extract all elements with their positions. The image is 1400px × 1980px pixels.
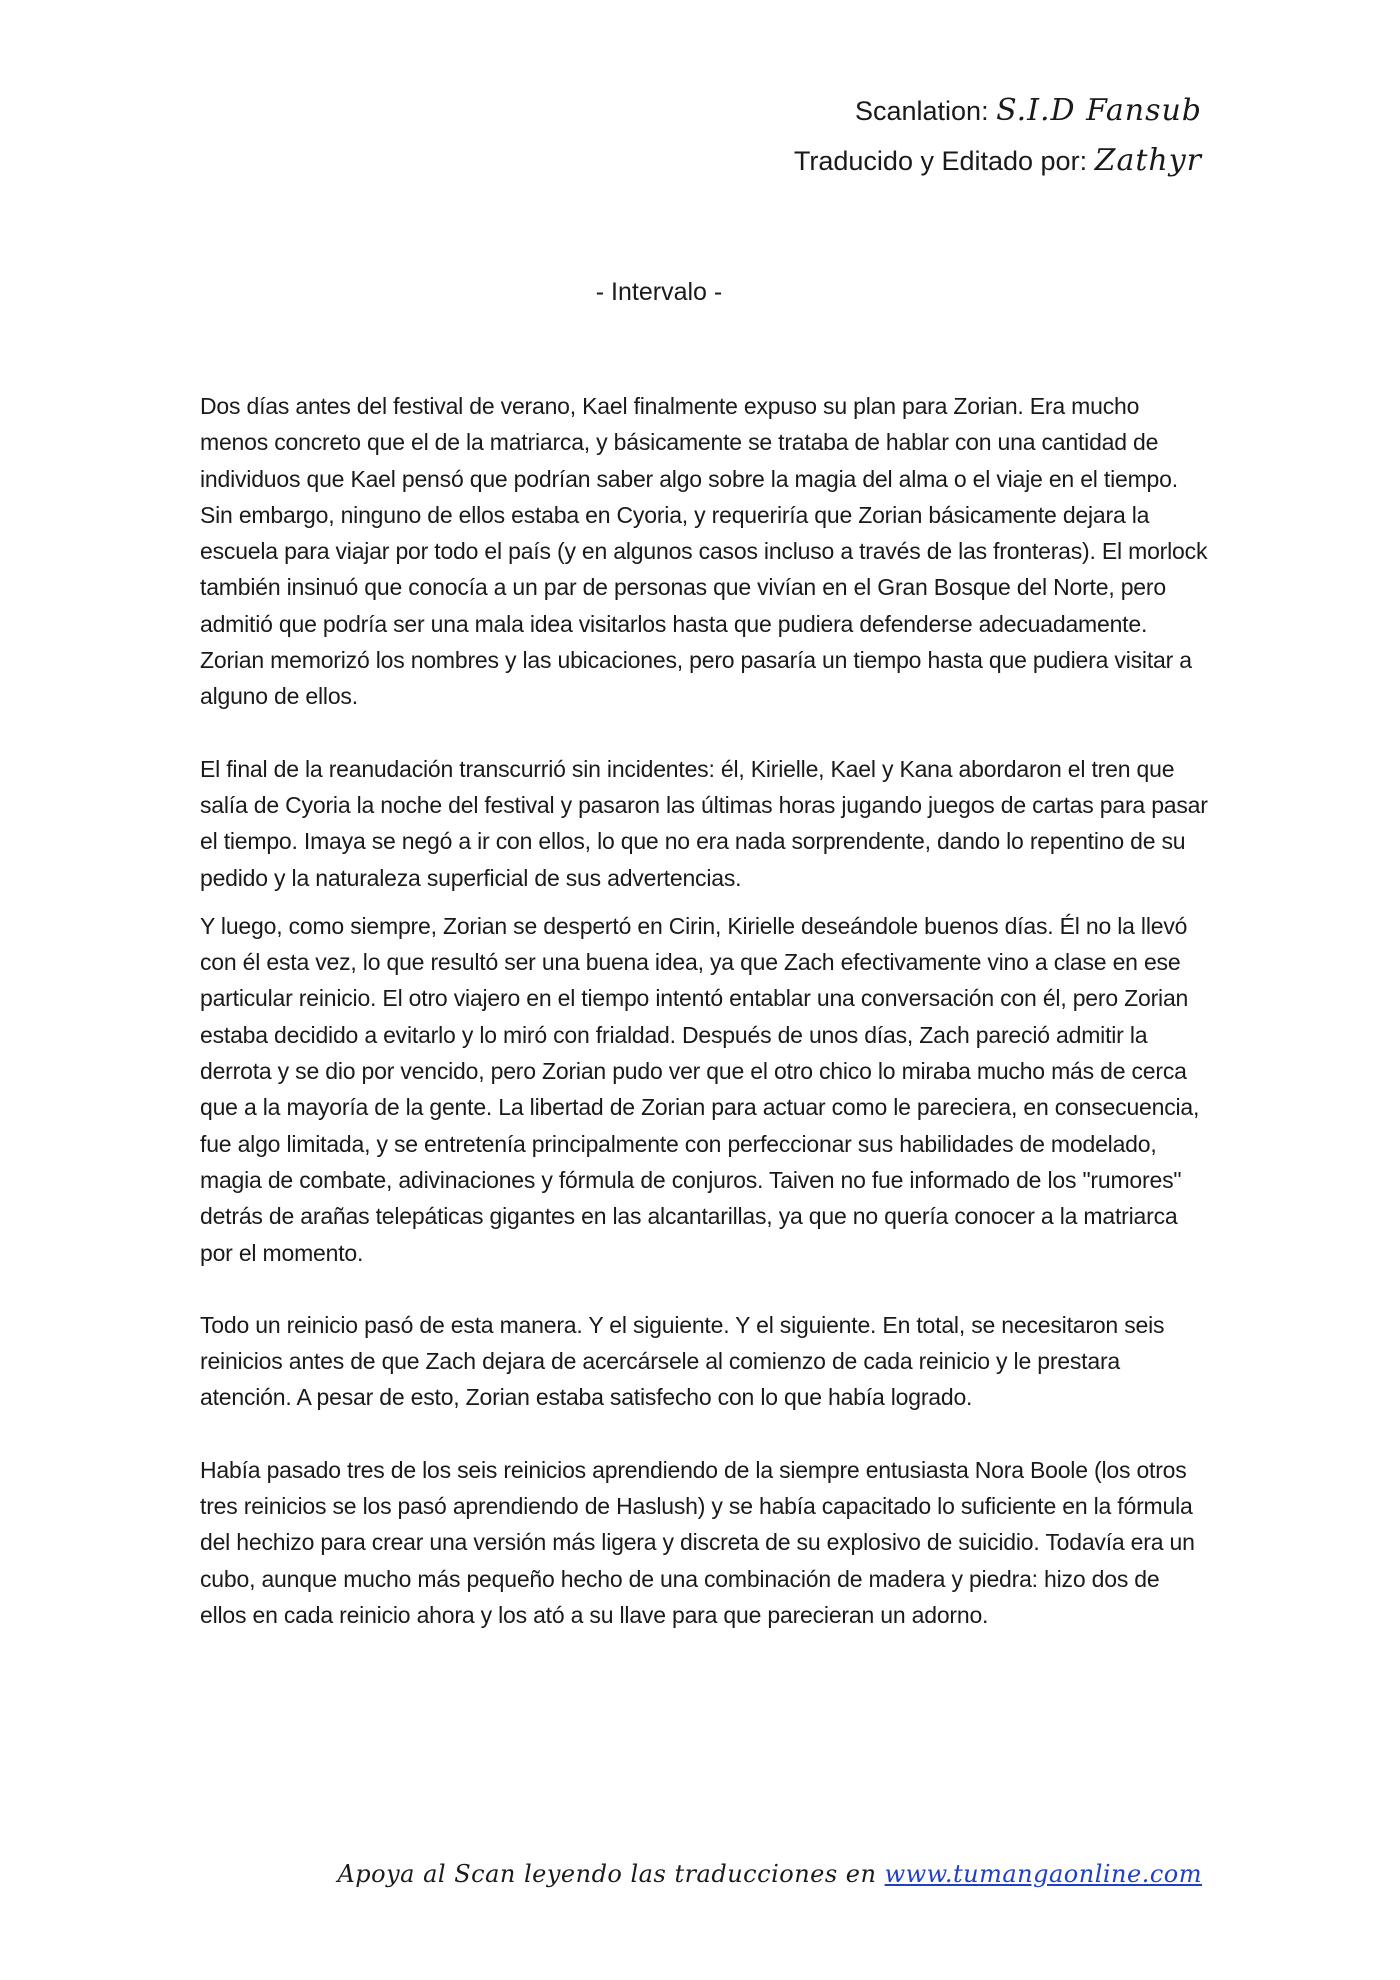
translator-name: Zathyr — [1094, 143, 1202, 178]
paragraph-1: Dos días antes del festival de verano, Kael finalmente expuso su plan para Zorian. Era mucho menos concreto que el de la matriarca, y básicamente se trataba de hablar con una cantidad de individuos que Kael pensó que podrían saber algo sobre la magia del alma o el viaje en el tiempo. Sin embargo, ninguno de ellos estaba en Cyoria, y requeriría que Zorian básicamente dejara la escuela para viajar por todo el país (y en algunos casos incluso a través de las fronteras). El morlock también insinuó que conocía a un par de personas que vivían en el Gran Bosque del Norte, pero admitió que podría ser una mala idea visitarlos hasta que pudiera defenderse adecuadamente. Zorian memorizó los nombres y las ubicaciones, pero pasaría un tiempo hasta que pudiera visitar a alguno de ellos. — [200, 393, 1208, 710]
scanlation-group: S.I.D Fansub — [996, 93, 1202, 128]
scanlation-credit — [794, 86, 1202, 136]
credits-block — [794, 86, 1202, 186]
chapter-title: - Intervalo - — [595, 278, 723, 306]
translator-label: Traducido y Editado por: — [793, 146, 1088, 176]
footer-link[interactable]: www.tumangaonline.com — [884, 1860, 1202, 1888]
paragraph-3: Y luego, como siempre, Zorian se despertó en Cirin, Kirielle deseándole buenos días. Él no la llevó con él esta vez, lo que resultó ser una buena idea, ya que Zach efectivamente vino a clase en ese particular reinicio. El otro viajero en el tiempo intentó entablar una conversación con él, pero Zorian estaba decidido a evitarlo y lo miró con frialdad. Después de unos días, Zach pareció admitir la derrota y se dio por vencido, pero Zorian pudo ver que el otro chico lo miraba mucho más de cerca que a la mayoría de la gente. La libertad de Zorian para actuar como le pareciera, en consecuencia, fue algo limitada, y se entretenía principalmente con perfeccionar sus habilidades de modelado, magia de combate, adivinaciones y fórmula de conjuros. Taiven no fue informado de los "rumores" detrás de arañas telepáticas gigantes en las alcantarillas, ya que no quería conocer a la matriarca por el momento. — [200, 912, 1200, 1266]
paragraph-2: El final de la reanudación transcurrió sin incidentes: él, Kirielle, Kael y Kana abordaron el tren que salía de Cyoria la noche del festival y pasaron las últimas horas jugando juegos de cartas para pasar el tiempo. Imaya se negó a ir con ellos, lo que no era nada sorprendente, dando lo repentino de su pedido y la naturaleza superficial de sus advertencias. — [200, 755, 1208, 891]
scanlation-label: Scanlation: — [854, 96, 989, 126]
footer-note — [337, 1860, 1202, 1888]
body-text — [200, 388, 1210, 1633]
translator-credit — [794, 136, 1202, 186]
footer-text: Apoya al Scan leyendo las traducciones en — [337, 1860, 885, 1888]
paragraph-5: Había pasado tres de los seis reinicios aprendiendo de la siempre entusiasta Nora Boole (los otros tres reinicios se los pasó aprendiendo de Haslush) y se había capacitado lo suficiente en la fórmula del hechizo para crear una versión más ligera y discreta de su explosivo de suicidio. Todavía era un cubo, aunque mucho más pequeño hecho de una combinación de madera y piedra: hizo dos de ellos en cada reinicio ahora y los ató a su llave para que parecieran un adorno. — [200, 1456, 1195, 1628]
paragraph-4: Todo un reinicio pasó de esta manera. Y el siguiente. Y el siguiente. En total, se necesitaron seis reinicios antes de que Zach dejara de acercársele al comienzo de cada reinicio y le prestara atención. A pesar de esto, Zorian estaba satisfecho con lo que había logrado. — [200, 1311, 1165, 1411]
